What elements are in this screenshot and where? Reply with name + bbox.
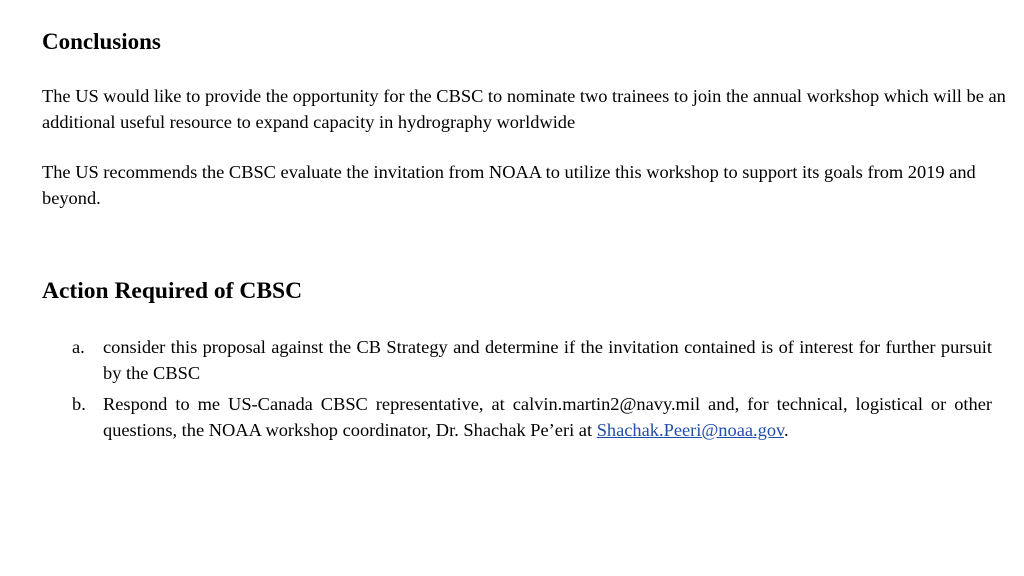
conclusions-heading: Conclusions	[42, 29, 161, 54]
list-item-text: consider this proposal against the CB Strategy and determine if the invitation contained is of interest for further pursuit by the CBSC	[103, 337, 992, 383]
email-link[interactable]: Shachak.Peeri@noaa.gov	[596, 419, 785, 440]
action-list	[0, 335, 1024, 443]
list-marker: b.	[72, 394, 86, 414]
conclusions-paragraph-2: The US recommends the CBSC evaluate the invitation from NOAA to utilize this workshop to support its goals from 2019 and beyond.	[42, 162, 976, 208]
conclusions-paragraph-1: The US would like to provide the opportunity for the CBSC to nominate two trainees to join the annual workshop which will be an additional useful resource to expand capacity in hydrography worldwide	[42, 86, 1006, 132]
list-item-body: Respond to me US-Canada CBSC representative, at calvin.martin2@navy.mil and, for technical, logistical or other questions, the NOAA workshop coordinator, Dr. Shachak Pe’eri at	[103, 394, 992, 440]
list-item	[0, 335, 1024, 386]
action-required-heading: Action Required of CBSC	[42, 278, 303, 304]
list-item-trailing: .	[784, 419, 789, 440]
list-item	[0, 392, 1024, 443]
list-marker: a.	[72, 337, 85, 357]
list-item-text	[103, 392, 992, 443]
